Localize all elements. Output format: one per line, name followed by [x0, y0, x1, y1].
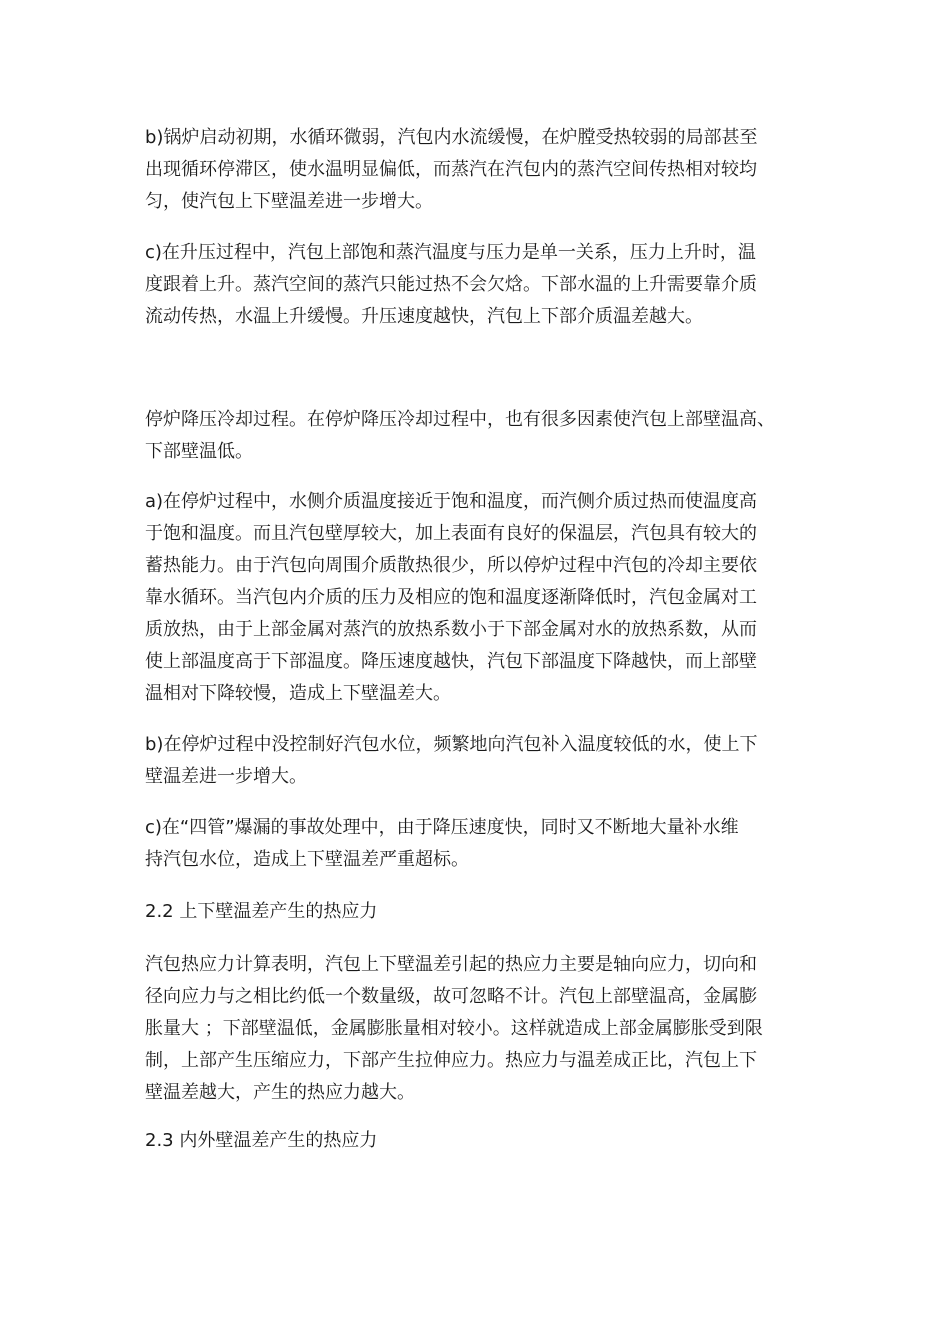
paragraph-shutdown-intro: 停炉降压冷却过程。在停炉降压冷却过程中，也有很多因素使汽包上部壁温高、 下部壁温低。 — [145, 409, 775, 462]
paragraph-shutdown-b: b)在停炉过程中没控制好汽包水位，频繁地向汽包补入温度较低的水，使上下 壁温差进一步增大。 — [145, 734, 758, 787]
section-heading-2-2: 2.2 上下壁温差产生的热应力 — [145, 901, 378, 922]
section-heading-2-3: 2.3 内外壁温差产生的热应力 — [145, 1130, 378, 1151]
paragraph-pressure-rise: c)在升压过程中，汽包上部饱和蒸汽温度与压力是单一关系，压力上升时，温 度跟着上升。蒸汽空间的蒸汽只能过热不会欠焓。下部水温的上升需要靠介质 流动传热，水温上升缓慢。升压速度越快，汽包上下部介质温差越大。 — [145, 242, 757, 327]
paragraph-startup-circulation: b)锅炉启动初期，水循环微弱，汽包内水流缓慢，在炉膛受热较弱的局部甚至 出现循环停滞区，使水温明显偏低，而蒸汽在汽包内的蒸汽空间传热相对较均 匀，使汽包上下壁温差进一步增大。 — [145, 127, 758, 212]
paragraph-shutdown-c: c)在“四管”爆漏的事故处理中，由于降压速度快，同时又不断地大量补水维 持汽包水位，造成上下壁温差严重超标。 — [145, 817, 739, 870]
paragraph-shutdown-a: a)在停炉过程中，水侧介质温度接近于饱和温度，而汽侧介质过热而使温度高 于饱和温度。而且汽包壁厚较大，加上表面有良好的保温层，汽包具有较大的 蓄热能力。由于汽包向周围介质散热很少，所以停炉过程中汽包的冷却主要依 靠水循环。当汽包内介质的压力及相应的饱和温度逐渐降低时，汽包金属对工 质放热，由于上部金属对蒸汽的放热系数小于下部金属对水的放热系数，从而 使上部温度高于下部温度。降压速度越快，汽包下部温度下降越快，而上部壁 温相对下降较慢，造成上下壁温差大。 — [145, 491, 758, 704]
paragraph-axial-stress: 汽包热应力计算表明，汽包上下壁温差引起的热应力主要是轴向应力，切向和 径向应力与之相比约低一个数量级，故可忽略不计。汽包上部壁温高，金属膨 胀量大 ；下部壁温低，金属膨胀量相对较小。这样就造成上部金属膨胀受到限 制，上部产生压缩应力，下部产生拉伸应力。热应力与温差成正比，汽包上下 壁温差越大，产生的热应力越大。 — [145, 954, 763, 1103]
